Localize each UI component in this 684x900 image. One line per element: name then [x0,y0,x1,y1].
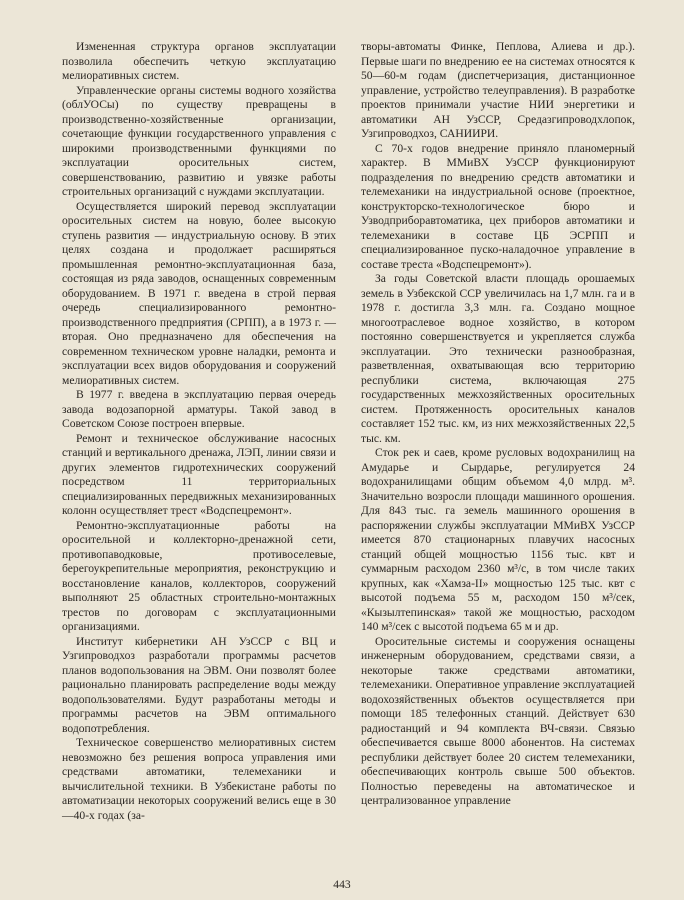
paragraph [62,40,336,84]
paragraph-text: Техническое совершенство мелиоративных систем невозможно без решения вопроса управления ими средствами автоматики, телемеханики и вычислительной техники. В Узбекистане работы по автоматизации некоторых сооружений велись еще в 30—40-х годах (за- [62,736,336,822]
paragraph [361,272,635,446]
paragraph-text: Сток рек и саев, кроме русловых водохранилищ на Амударье и Сырдарье, регулируется 24 водохранилищами общим объемом 4,0 млрд. м³. Значительно возросли площади машинного орошения. Для 843 тыс. га земель машинного орошения в распоряжении службы эксплуатации ММиВХ УзССР имеется 870 стационарных плавучих насосных станций общей мощностью 1156 тыс. квт и суммарным расходом 2360 м³/с, в том числе таких крупных, как «Хамза-II» мощностью 125 тыс. квт с высотой подъема 55 м, расходом 150 м³/сек, «Кызылтепинская» такой же мощностью, расходом 140 м³/сек с высотой подъема 65 м и др. [361,446,635,633]
paragraph-text: С 70-х годов внедрение приняло планомерный характер. В ММиВХ УзССР функционируют подразделения по внедрению средств автоматики и телемеханики на индустриальной основе (проектное, конструкторско-технологическое бюро и Узводприборавтоматика, цех приборов автоматики и телемеханики в составе ЦБ ЭСРПП и специализированное пуско-наладочное управление в составе треста «Водспецремонт»). [361,141,635,271]
paragraph [62,432,336,519]
paragraph [62,388,336,432]
right-column [361,40,635,809]
paragraph [62,519,336,635]
paragraph-text: Ремонт и техническое обслуживание насосных станций и вертикального дренажа, ЛЭП, линии связи и других элементов гидротехнических сооружений посредством 11 территориальных специализированных передвижных механизированных колонн осуществляет трест «Водспецремонт». [62,431,336,517]
paragraph [62,200,336,389]
paragraph [361,635,635,809]
paragraph-text: Ремонтно-эксплуатационные работы на оросительной и коллекторно-дренажной сети, противопаводковые, противоселевые, берегоукрепительные мероприятия, реконструкцию и восстановление каналов, коллекторов, сооружений выполняют 25 областных строительно-монтажных трестов по договорам с эксплуатационными организациями. [62,518,336,633]
paragraph [361,446,635,635]
paragraph-text: В 1977 г. введена в эксплуатацию первая очередь завода водозапорной арматуры. Такой завод в Советском Союзе построен впервые. [62,388,336,430]
paragraph-text: За годы Советской власти площадь орошаемых земель в Узбекской ССР увеличилась на 1,7 млн. га и в 1978 г. достигла 3,3 млн. га. Создано мощное многоотраслевое водное хозяйство, в котором постоянно совершенствуется и укрепляется служба эксплуатации. Это технически разнообразная, разветвленная, охватывающая всю территорию республики система, включающая 275 государственных межхозяйственных оросительных систем. Протяженность оросительных каналов составляет 152 тыс. км, из них межхозяйственных 22,5 тыс. км. [361,272,635,445]
paragraph-text: Институт кибернетики АН УзССР с ВЦ и Узгипроводхоз разработали программы расчетов планов водопользования на ЭВМ. Они позволят более рационально планировать распределение воды между водопользователями. Будут разработаны методы и программы расчетов на ЭВМ оптимального водопотребления. [62,634,336,735]
paragraph [62,84,336,200]
paragraph [361,40,635,142]
paragraph-text: Осуществляется широкий перевод эксплуатации оросительных систем на новую, более высокую ступень развития — индустриальную основу. В этих целях создана и продолжает расширяться промышленная ремонтно-эксплуатационная база, состоящая из ряда заводов, оснащенных современным оборудованием. В 1971 г. введена в строй первая очередь специализированного ремонтно-производственного предприятия (СРПП), а в 1973 г. — вторая. Оно предназначено для обеспечения на современном техническом уровне наладки, ремонта и эксплуатации всех видов оборудования и сооружений мелиоративных систем. [62,199,336,387]
paragraph-text: Измененная структура органов эксплуатации позволила обеспечить четкую эксплуатацию мелиоративных систем. [62,40,336,82]
paragraph-text: Оросительные системы и сооружения оснащены инженерным оборудованием, средствами связи, а некоторые также средствами автоматики, телемеханики. Оперативное управление эксплуатацией водохозяйственных объектов осуществляется при помощи 185 телефонных станций. Действует 630 радиостанций и 94 комплекта ВЧ-связи. Связью обеспечивается свыше 8000 абонентов. На системах республики действует более 20 систем телемеханики, обеспечивающих контроль свыше 500 объектов. Полностью переведены на автоматическое и централизованное управление [361,634,635,807]
paragraph [62,635,336,737]
left-column [62,40,336,823]
page-number: 443 [333,878,351,891]
paragraph [361,142,635,273]
paragraph-text: Управленческие органы системы водного хозяйства (облУОСы) по существу превращены в производственно-хозяйственные организации, сочетающие функции государственного управления с широкими производственными функциями по эксплуатации оросительных систем, совершенствованию, развитию и увязке работы строительных организаций с нуждами эксплуатации. [62,83,336,198]
paragraph [62,736,336,823]
paragraph-text: творы-автоматы Финке, Пеплова, Алиева и др.). Первые шаги по внедрению ее на системах относятся к 50—60-м годам (диспетчеризация, дистанционное управление, устройство телеуправления). В разработке проектов принимали участие НИИ энергетики и автоматики АН УзССР, Средазгипроводхлопок, Узгипроводхоз, САНИИРИ. [361,40,635,140]
